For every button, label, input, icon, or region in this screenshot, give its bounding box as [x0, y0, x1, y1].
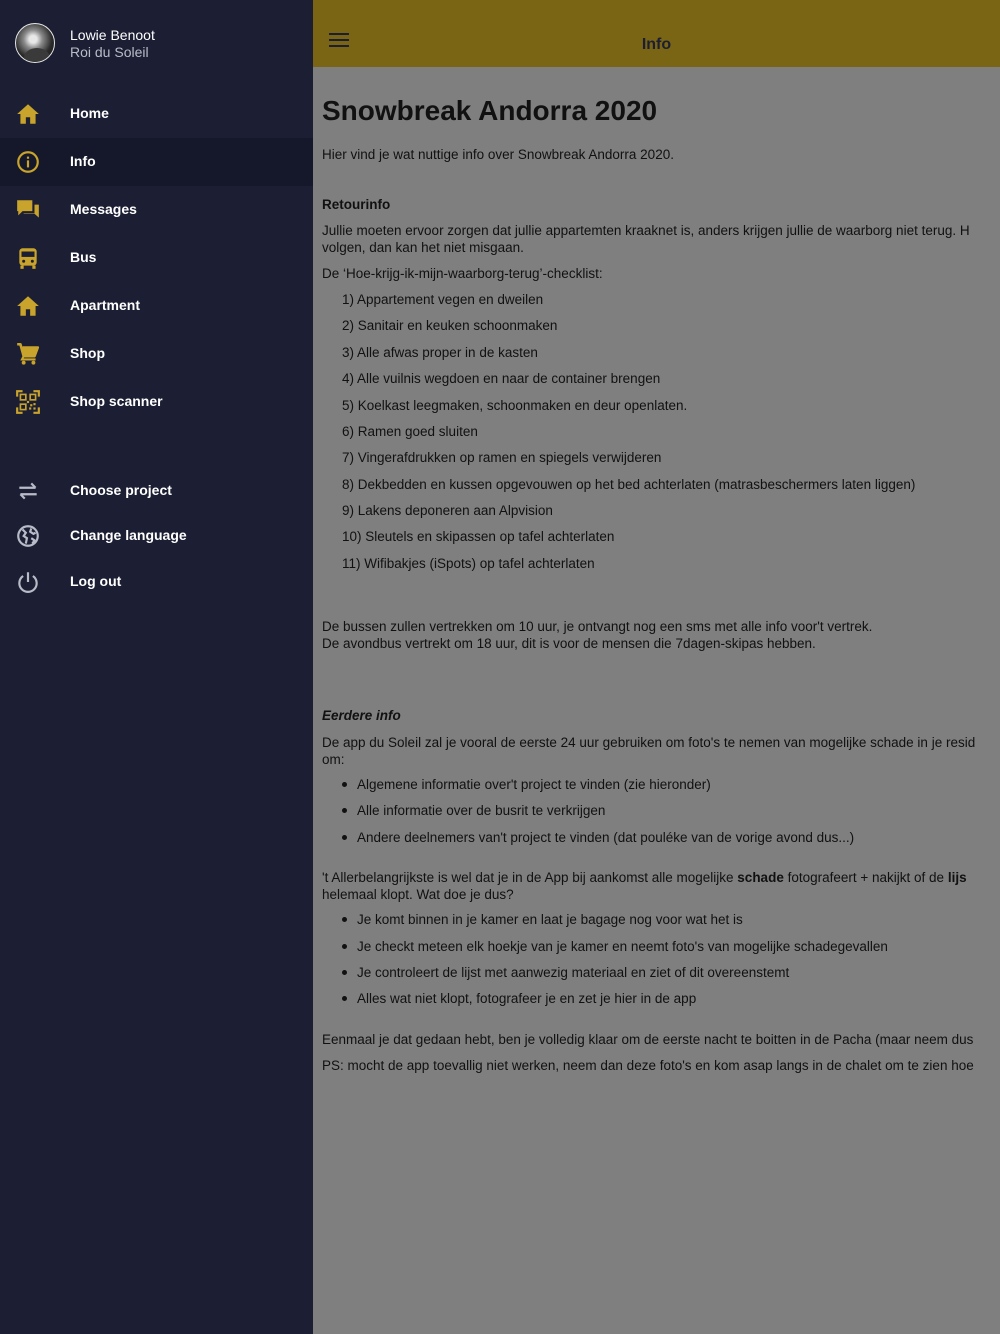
list-item-text: Je checkt meteen elk hoekje van je kamer en neemt foto's van mogelijke schadegevallen — [357, 939, 888, 954]
bus-info-text: De bussen zullen vertrekken om 10 uur, je ontvangt nog een sms met alle info voor't vertrek. — [322, 619, 873, 634]
nav-label: Messages — [70, 201, 137, 217]
nav-label: Change language — [70, 527, 187, 543]
list-item — [342, 964, 790, 981]
list-item-text: Je komt binnen in je kamer en laat je bagage nog voor wat het is — [357, 912, 743, 927]
checklist-item: 10) Sleutels en skipassen op tafel achterlaten — [342, 529, 615, 544]
closing-text: Eenmaal je dat gedaan hebt, ben je volledig klaar om de eerste nacht te boitten in de Pacha (maar neem dus — [322, 1032, 974, 1047]
info-content[interactable] — [313, 67, 1000, 1334]
bus-info-text: De avondbus vertrekt om 18 uur, dit is voor de mensen die 7dagen-skipas hebben. — [322, 636, 816, 651]
important-text-bold: schade — [737, 870, 784, 885]
bullet — [342, 917, 347, 922]
list-item-text: Je controleert de lijst met aanwezig materiaal en ziet of dit overeenstemt — [357, 965, 790, 980]
checklist-item: 6) Ramen goed sluiten — [342, 424, 478, 439]
bullet — [342, 996, 347, 1001]
list-item — [342, 911, 743, 928]
nav-label: Log out — [70, 573, 122, 589]
checklist-item: 2) Sanitair en keuken schoonmaken — [342, 318, 558, 333]
home-icon — [15, 101, 41, 127]
earlier-info-heading: Eerdere info — [322, 708, 401, 723]
info-icon — [15, 149, 41, 175]
nav-label: Bus — [70, 249, 97, 265]
checklist-item: 8) Dekbedden en kussen opgevouwen op het bed achterlaten (matrasbeschermers laten liggen) — [342, 477, 916, 492]
nav-item-shop-scanner[interactable] — [0, 378, 313, 426]
list-item-text: Algemene informatie over't project te vinden (zie hieronder) — [357, 777, 711, 792]
nav-item-home[interactable] — [0, 90, 313, 138]
list-item — [342, 802, 606, 819]
checklist-item: 7) Vingerafdrukken op ramen en spiegels verwijderen — [342, 450, 662, 465]
ps-text: PS: mocht de app toevallig niet werken, neem dan deze foto's en kom asap langs in de chalet om te zien hoe — [322, 1058, 974, 1073]
nav-label: Info — [70, 153, 96, 169]
profile-header[interactable] — [0, 0, 313, 86]
important-text — [322, 869, 967, 886]
apartment-icon — [15, 293, 41, 319]
checklist-item: 11) Wifibakjes (iSpots) op tafel achterlaten — [342, 556, 595, 571]
bullet — [342, 835, 347, 840]
important-text-part: fotografeert + nakijkt of de — [783, 870, 948, 885]
retour-text: Jullie moeten ervoor zorgen dat jullie appartemten kraaknet is, anders krijgen jullie de waarborg niet terug. H — [322, 223, 970, 238]
list-item — [342, 990, 697, 1007]
important-text-bold: lijs — [947, 870, 967, 885]
nav-label: Apartment — [70, 297, 141, 313]
nav-item-change-language[interactable] — [0, 512, 313, 560]
checklist-item: 3) Alle afwas proper in de kasten — [342, 345, 538, 360]
page-title-bar: Info — [641, 36, 672, 53]
qr-scanner-icon — [15, 389, 41, 415]
profile-subtitle: Roi du Soleil — [70, 44, 149, 60]
bus-icon — [15, 245, 41, 271]
article-title: Snowbreak Andorra 2020 — [322, 95, 658, 126]
earlier-info-text: De app du Soleil zal je vooral de eerste 24 uur gebruiken om foto's te nemen van mogelijke schade in je resid — [322, 735, 976, 750]
list-item — [342, 829, 855, 846]
nav-label: Shop scanner — [70, 393, 163, 409]
bullet — [342, 808, 347, 813]
important-text: helemaal klopt. Wat doe je dus? — [322, 887, 514, 902]
nav-item-messages[interactable] — [0, 186, 313, 234]
nav-item-choose-project[interactable] — [0, 467, 313, 515]
globe-icon — [15, 523, 41, 549]
nav-item-bus[interactable] — [0, 234, 313, 282]
bullet — [342, 970, 347, 975]
retour-heading: Retourinfo — [322, 197, 391, 212]
checklist-item: 5) Koelkast leegmaken, schoonmaken en deur openlaten. — [342, 398, 688, 413]
nav-label: Shop — [70, 345, 105, 361]
intro-text: Hier vind je wat nuttige info over Snowbreak Andorra 2020. — [322, 147, 674, 162]
messages-icon — [15, 197, 41, 223]
retour-text: volgen, dan kan het niet misgaan. — [322, 240, 524, 255]
nav-label: Home — [70, 105, 109, 121]
checklist-item: 9) Lakens deponeren aan Alpvision — [342, 503, 553, 518]
list-item-text: Alle informatie over de busrit te verkrijgen — [357, 803, 606, 818]
nav-item-info[interactable] — [0, 138, 313, 186]
nav-item-log-out[interactable] — [0, 558, 313, 606]
navigation-drawer — [0, 0, 313, 1334]
app-bar — [313, 0, 1000, 67]
swap-icon — [15, 478, 41, 504]
power-icon — [15, 569, 41, 595]
list-item — [342, 938, 888, 955]
list-item-text: Andere deelnemers van't project te vinden (dat pouléke van de vorige avond dus...) — [357, 830, 855, 845]
profile-name: Lowie Benoot — [70, 27, 155, 43]
bullet — [342, 944, 347, 949]
earlier-info-text: om: — [322, 752, 345, 767]
bullet — [342, 782, 347, 787]
nav-label: Choose project — [70, 482, 172, 498]
checklist-item: 1) Appartement vegen en dweilen — [342, 292, 544, 307]
nav-item-apartment[interactable] — [0, 282, 313, 330]
checklist-item: 4) Alle vuilnis wegdoen en naar de container brengen — [342, 371, 661, 386]
nav-item-shop[interactable] — [0, 330, 313, 378]
avatar[interactable] — [15, 23, 55, 63]
list-item — [342, 776, 711, 793]
cart-icon — [15, 341, 41, 367]
checklist-intro: De ‘Hoe-krijg-ik-mijn-waarborg-terug’-checklist: — [322, 266, 603, 281]
important-text-part: 't Allerbelangrijkste is wel dat je in de App bij aankomst alle mogelijke — [322, 870, 738, 885]
list-item-text: Alles wat niet klopt, fotografeer je en zet je hier in de app — [357, 991, 697, 1006]
